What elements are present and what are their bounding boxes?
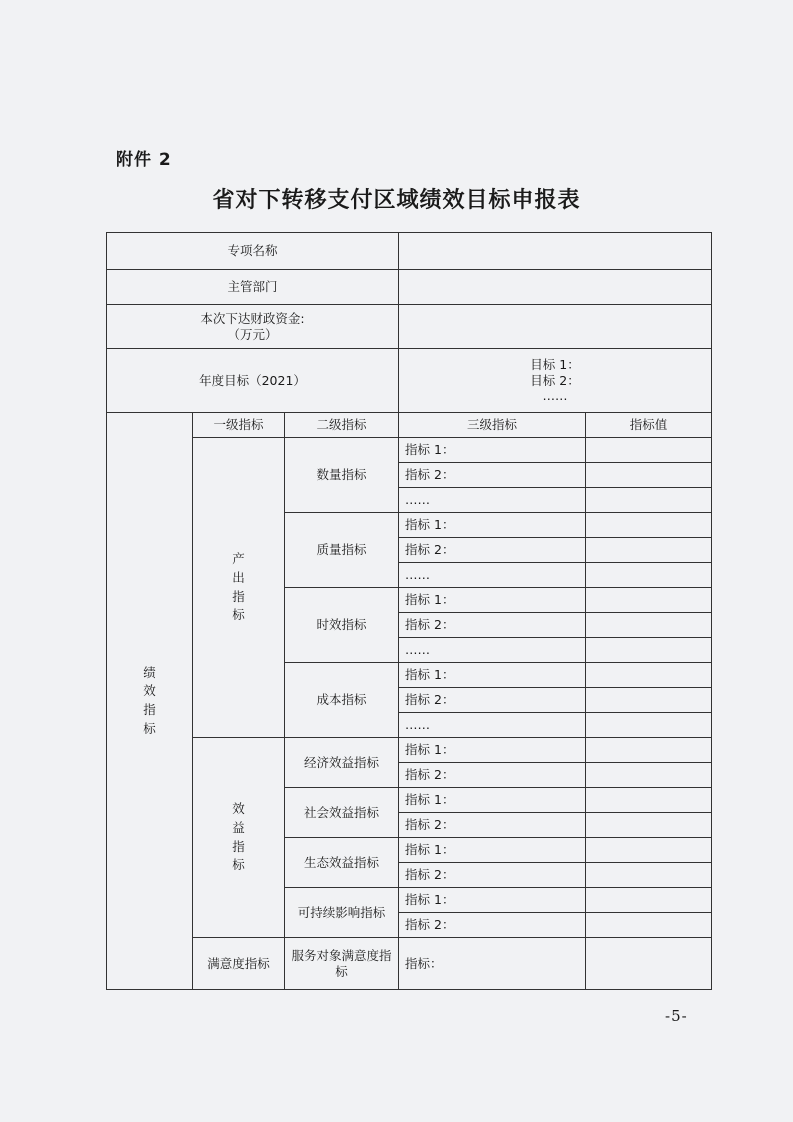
level3-indicator: …… [399,638,586,663]
row-funds [107,305,712,349]
attachment-label: 附件 2 [116,150,172,170]
indicator-value-cell[interactable] [586,738,712,763]
level3-indicator: 指标 1： [399,588,586,613]
goal-1: 目标 1： [530,357,580,373]
indicator-value-cell[interactable] [586,938,712,990]
indicator-value-cell[interactable] [586,588,712,613]
level3-indicator: 指标： [399,938,586,990]
performance-indicators-text: 绩效指标 [143,664,156,736]
output-indicators-label [193,438,285,738]
level3-indicator: 指标 2： [399,613,586,638]
annual-goal-label: 年度目标（2021） [107,349,399,413]
col-value-header: 指标值 [586,413,712,438]
level3-indicator: 指标 1： [399,838,586,863]
level3-indicator: 指标 2： [399,813,586,838]
level3-indicator: 指标 2： [399,538,586,563]
level3-indicator: 指标 2： [399,863,586,888]
indicator-value-cell[interactable] [586,613,712,638]
page-number: -5- [665,1007,688,1025]
department-label: 主管部门 [107,270,399,305]
level3-indicator: …… [399,713,586,738]
performance-goal-form [106,232,712,990]
indicator-value-cell[interactable] [586,913,712,938]
funds-label-line1: 本次下达财政资金: [200,310,305,326]
col-level2-header: 二级指标 [285,413,399,438]
indicator-row [107,738,712,763]
level2-indicator-name: 时效指标 [285,588,399,663]
level2-indicator-name: 可持续影响指标 [285,888,399,938]
level3-indicator: 指标 1： [399,738,586,763]
row-department [107,270,712,305]
satisfaction-row [107,938,712,990]
funds-label-line2: （万元） [227,326,278,342]
indicator-value-cell[interactable] [586,463,712,488]
annual-goal-value[interactable] [399,349,712,413]
form-title: 省对下转移支付区域绩效目标申报表 [212,187,581,213]
row-project-name [107,233,712,270]
level3-indicator: 指标 1： [399,438,586,463]
row-column-headers [107,413,712,438]
benefit-indicators-label-text: 效益指标 [232,801,245,873]
level3-indicator: 指标 1： [399,888,586,913]
indicator-value-cell[interactable] [586,563,712,588]
indicator-value-cell[interactable] [586,863,712,888]
satisfaction-indicators-label: 满意度指标 [193,938,285,990]
indicator-value-cell[interactable] [586,638,712,663]
level3-indicator: 指标 2： [399,688,586,713]
level3-indicator: 指标 2： [399,763,586,788]
indicator-value-cell[interactable] [586,788,712,813]
goal-2: 目标 2： [530,372,580,388]
funds-value[interactable] [399,305,712,349]
indicator-value-cell[interactable] [586,763,712,788]
level2-indicator-name: 生态效益指标 [285,838,399,888]
indicator-value-cell[interactable] [586,813,712,838]
performance-indicators-label [107,413,193,990]
indicator-value-cell[interactable] [586,538,712,563]
col-level3-header: 三级指标 [399,413,586,438]
output-indicators-label-text: 产出指标 [232,551,245,623]
indicator-value-cell[interactable] [586,513,712,538]
level3-indicator: …… [399,488,586,513]
level2-indicator-name: 社会效益指标 [285,788,399,838]
project-name-value[interactable] [399,233,712,270]
indicator-value-cell[interactable] [586,713,712,738]
indicator-row [107,438,712,463]
indicator-value-cell[interactable] [586,438,712,463]
level2-indicator-name: 成本指标 [285,663,399,738]
level3-indicator: 指标 1： [399,663,586,688]
benefit-indicators-label [193,738,285,938]
indicator-value-cell[interactable] [586,688,712,713]
indicator-value-cell[interactable] [586,888,712,913]
level2-indicator-name: 经济效益指标 [285,738,399,788]
project-name-label: 专项名称 [107,233,399,270]
col-level1-header: 一级指标 [193,413,285,438]
level3-indicator: …… [399,563,586,588]
level3-indicator: 指标 2： [399,463,586,488]
level3-indicator: 指标 2： [399,913,586,938]
funds-label [107,305,399,349]
indicator-value-cell[interactable] [586,488,712,513]
goal-more: …… [542,388,568,404]
department-value[interactable] [399,270,712,305]
service-satisfaction-indicator-name: 服务对象满意度指标 [285,938,399,990]
row-annual-goal [107,349,712,413]
level3-indicator: 指标 1： [399,513,586,538]
level2-indicator-name: 质量指标 [285,513,399,588]
indicator-value-cell[interactable] [586,838,712,863]
level3-indicator: 指标 1： [399,788,586,813]
level2-indicator-name: 数量指标 [285,438,399,513]
indicator-value-cell[interactable] [586,663,712,688]
